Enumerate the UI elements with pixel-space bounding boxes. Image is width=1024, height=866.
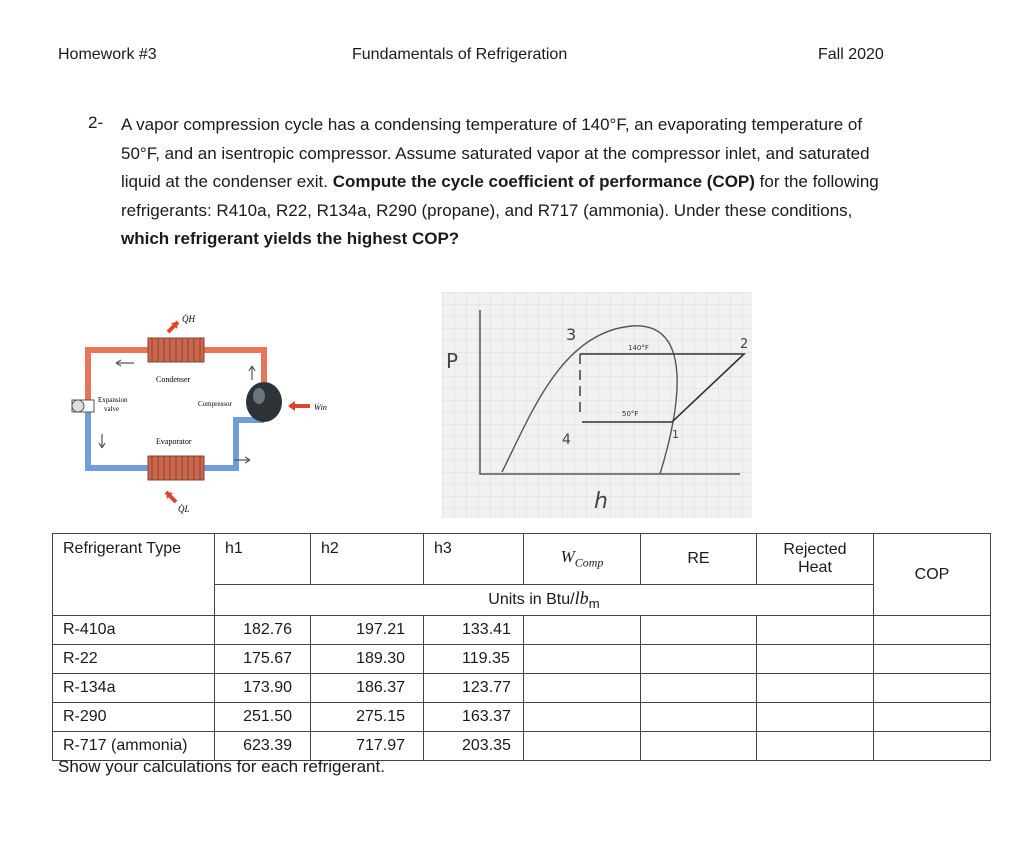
header-h3: h3 xyxy=(424,534,524,585)
cell-rejected[interactable] xyxy=(757,616,874,645)
wcomp-symbol: W xyxy=(560,547,575,567)
compressor-icon xyxy=(246,382,282,422)
q-h-label: Q̇H xyxy=(182,314,195,324)
cell-h1: 173.90 xyxy=(215,674,311,703)
cell-h1: 182.76 xyxy=(215,616,311,645)
cell-cop[interactable] xyxy=(874,616,991,645)
compressor-label: Compressor xyxy=(198,400,232,408)
flow-arrow-icon xyxy=(249,366,255,380)
table-row xyxy=(53,616,991,645)
cell-wcomp[interactable] xyxy=(524,645,641,674)
cell-h1: 251.50 xyxy=(215,703,311,732)
p-axis-label: P xyxy=(446,349,459,373)
header-wcomp xyxy=(524,534,641,585)
wcomp-subscript: Comp xyxy=(574,555,604,570)
condenser-label: Condenser xyxy=(156,375,191,384)
question-bold-1: Compute the cycle coefficient of performance (COP) xyxy=(332,172,755,191)
table-row xyxy=(53,703,991,732)
cell-h1: 175.67 xyxy=(215,645,311,674)
flow-arrow-icon xyxy=(99,434,105,448)
question-bold-2: which refrigerant yields the highest COP? xyxy=(121,229,460,248)
cell-h2: 189.30 xyxy=(311,645,424,674)
cell-cop[interactable] xyxy=(874,674,991,703)
table-row xyxy=(53,645,991,674)
point-3-label: 3 xyxy=(566,325,577,344)
cell-wcomp[interactable] xyxy=(524,732,641,761)
table-header-row xyxy=(53,534,991,585)
cell-h1: 623.39 xyxy=(215,732,311,761)
refrigeration-cycle-diagram xyxy=(56,302,366,522)
header-h1: h1 xyxy=(215,534,311,585)
point-4-label: 4 xyxy=(562,432,571,448)
expansion-label-1: Expansion xyxy=(98,396,128,404)
expansion-valve-icon xyxy=(72,400,84,412)
cell-h3: 133.41 xyxy=(424,616,524,645)
refrigerant-table xyxy=(52,533,991,761)
units-m: m xyxy=(588,596,600,612)
units-prefix: Units in Btu/ xyxy=(488,591,575,609)
question-text-1: A vapor compression cycle has a condensing temperature of 140°F, an evaporating temperature of 50°F, and an isentropic compressor. Assume saturated vapor at the compressor inlet, and saturated liquid at the condenser exit. xyxy=(121,115,870,191)
cell-h2: 717.97 xyxy=(311,732,424,761)
cell-type: R-290 xyxy=(53,703,215,732)
point-1-label: 1 xyxy=(672,428,679,441)
cell-type: R-717 (ammonia) xyxy=(53,732,215,761)
evaporating-temp-label: 50°F xyxy=(622,410,639,418)
cell-type: R-22 xyxy=(53,645,215,674)
cell-h2: 197.21 xyxy=(311,616,424,645)
condensing-temp-label: 140°F xyxy=(628,344,649,352)
units-cell xyxy=(215,585,874,616)
header-re: RE xyxy=(641,534,757,585)
header-cop: COP xyxy=(874,534,991,616)
header-refrigerant-type: Refrigerant Type xyxy=(53,534,215,616)
evaporator-label: Evaporator xyxy=(156,437,192,446)
cell-type: R-134a xyxy=(53,674,215,703)
cell-wcomp[interactable] xyxy=(524,616,641,645)
cell-type: R-410a xyxy=(53,616,215,645)
point-2-label: 2 xyxy=(740,337,749,352)
cell-rejected[interactable] xyxy=(757,703,874,732)
units-lb: lb xyxy=(574,588,589,609)
cell-rejected[interactable] xyxy=(757,732,874,761)
flow-arrow-icon xyxy=(116,360,134,366)
cell-cop[interactable] xyxy=(874,703,991,732)
w-in-label: Ẇin xyxy=(314,403,327,412)
header-rejected-heat xyxy=(757,534,874,585)
footer-instruction: Show your calculations for each refrigerant. xyxy=(58,757,385,776)
ph-diagram xyxy=(442,292,752,518)
rejected-line2: Heat xyxy=(798,559,832,576)
cell-wcomp[interactable] xyxy=(524,674,641,703)
q-l-label: Q̇L xyxy=(178,504,190,514)
cell-cop[interactable] xyxy=(874,732,991,761)
header-course-title: Fundamentals of Refrigeration xyxy=(352,46,568,63)
cell-h2: 186.37 xyxy=(311,674,424,703)
question-text xyxy=(121,111,901,254)
cell-h3: 163.37 xyxy=(424,703,524,732)
header-h2: h2 xyxy=(311,534,424,585)
header-term: Fall 2020 xyxy=(818,46,884,63)
cell-h2: 275.15 xyxy=(311,703,424,732)
question-number: 2- xyxy=(88,113,104,132)
question-text-2: for the following refrigerants: R410a, R22, R134a, R290 (propane), and R717 (ammonia). Under these conditions, xyxy=(121,172,879,220)
expansion-label-2: valve xyxy=(104,405,120,413)
cell-rejected[interactable] xyxy=(757,645,874,674)
cell-h3: 123.77 xyxy=(424,674,524,703)
cell-re[interactable] xyxy=(641,674,757,703)
rejected-line1: Rejected xyxy=(783,541,847,558)
header-course-hw: Homework #3 xyxy=(58,46,157,63)
cell-re[interactable] xyxy=(641,732,757,761)
cell-h3: 203.35 xyxy=(424,732,524,761)
cell-re[interactable] xyxy=(641,703,757,732)
cell-re[interactable] xyxy=(641,616,757,645)
h-axis-label: h xyxy=(594,489,608,514)
cell-h3: 119.35 xyxy=(424,645,524,674)
cell-cop[interactable] xyxy=(874,645,991,674)
cell-wcomp[interactable] xyxy=(524,703,641,732)
cell-rejected[interactable] xyxy=(757,674,874,703)
cell-re[interactable] xyxy=(641,645,757,674)
table-row xyxy=(53,674,991,703)
